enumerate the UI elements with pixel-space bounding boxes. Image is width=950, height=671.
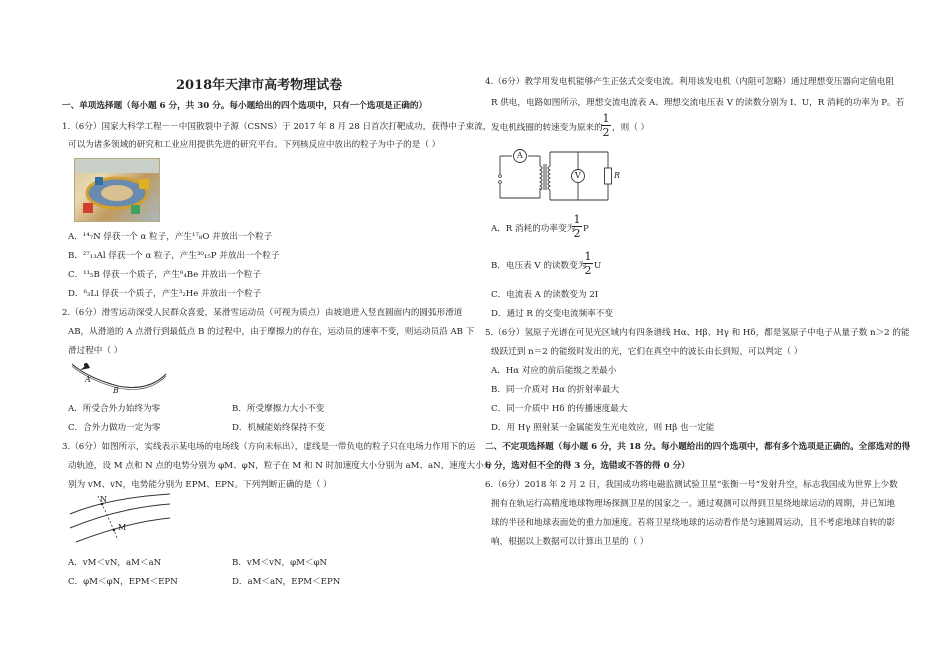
q5-option-a: A．Hα 对应的前后能级之差最小 bbox=[491, 366, 617, 376]
q4-line-2: R 供电，电路如图所示，理想交流电流表 A、理想交流电压表 V 的读数分别为 I、U，R 消耗的功率为 P。若 bbox=[491, 98, 905, 108]
csns-photo bbox=[74, 158, 160, 222]
q4-option-b-fraction bbox=[583, 251, 593, 276]
transformer-circuit bbox=[490, 146, 620, 204]
q1-option-a: A．¹⁴₇N 俘获一个 α 粒子，产生¹⁷₈O 并放出一个粒子 bbox=[68, 232, 273, 242]
field-point-m: M bbox=[118, 523, 127, 532]
q4-b-frac-den: 2 bbox=[584, 264, 592, 277]
q4-a-frac-num: 1 bbox=[573, 213, 581, 226]
q4-frac-num: 1 bbox=[602, 112, 610, 125]
ski-point-a: A bbox=[85, 375, 91, 384]
q4-option-a-end: P bbox=[583, 224, 589, 234]
q4-b-frac-num: 1 bbox=[584, 250, 592, 263]
csns-photo-drawing bbox=[75, 159, 159, 221]
q4-option-a: A．R 消耗的功率变为 bbox=[491, 224, 576, 234]
q4-option-b: B．电压表 V 的读数变为 bbox=[491, 261, 587, 271]
q3-line-2: 动轨迹，设 M 点和 N 点的电势分别为 φM、φN，粒子在 M 和 N 时加速度大小分别为 aM、aN，速度大小分 bbox=[68, 461, 493, 471]
q3-option-b: B．vM＜vN，φM＜φN bbox=[232, 558, 328, 568]
q4-line-1: 4.（6分）教学用发电机能够产生正弦式交变电流。利用该发电机（内阻可忽略）通过理想变压器向定值电阻 bbox=[485, 77, 894, 87]
q5-line-2: 级跃迁到 n＝2 的能级时发出的光，它们在真空中的波长由长到短，可以判定（ ） bbox=[491, 347, 803, 357]
q4-a-frac-den: 2 bbox=[573, 227, 581, 240]
q4-frac-den: 2 bbox=[602, 126, 610, 139]
q6-line-1: 6.（6分）2018 年 2 月 2 日，我国成功将电磁监测试验卫星“张衡一号”发射升空，标志我国成为世界上少数 bbox=[485, 480, 898, 490]
q3-line-3: 别为 vM、vN，电势能分别为 EPM、EPN。下列判断正确的是（ ） bbox=[68, 480, 332, 490]
field-point-n: N bbox=[100, 495, 107, 504]
q4-line-3: 发电机线圈的转速变为原来的 bbox=[491, 123, 603, 133]
q4-option-a-fraction bbox=[572, 214, 582, 239]
q1-line-2: 可以为诸多领域的研究和工业应用提供先进的研究平台。下列核反应中放出的粒子为中子的是（ ） bbox=[68, 140, 441, 150]
ski-point-b: B bbox=[113, 386, 119, 395]
q2-option-a: A．所受合外力始终为零 bbox=[68, 404, 161, 414]
q5-option-b: B．同一介质对 Hα 的折射率最大 bbox=[491, 385, 620, 395]
q4-option-c: C．电流表 A 的读数变为 2I bbox=[491, 290, 599, 300]
q1-line-1: 1.（6分）国家大科学工程－－中国散裂中子源（CSNS）于 2017 年 8 月 28 日首次打靶成功，获得中子束流， bbox=[62, 122, 492, 132]
q2-line-2: AB，从滑道的 A 点滑行到最低点 B 的过程中，由于摩擦力的存在，运动员的速率不变，则运动员沿 AB 下 bbox=[68, 327, 475, 337]
q1-option-b: B．²⁷₁₃Al 俘获一个 α 粒子，产生³⁰₁₅P 并放出一个粒子 bbox=[68, 251, 280, 261]
q3-option-d: D．aM＜aN，EPM＜EPN bbox=[232, 577, 341, 587]
q4-option-d: D．通过 R 的交变电流频率不变 bbox=[491, 309, 613, 319]
q5-option-d: D．用 Hγ 照射某一金属能发生光电效应，则 Hβ 也一定能 bbox=[491, 423, 715, 433]
section-1-heading: 一、单项选择题（每小题 6 分，共 30 分。每小题给出的四个选项中，只有一个选项是正确的） bbox=[62, 101, 428, 111]
q3-line-1: 3.（6分）如图所示，实线表示某电场的电场线（方向未标出），虚线是一带负电的粒子只在电场力作用下的运 bbox=[62, 442, 476, 452]
q4-fraction bbox=[601, 113, 611, 138]
q6-line-2: 拥有在轨运行高精度地球物理场探测卫星的国家之一。通过观测可以得到卫星绕地球运动的周期，并已知地 bbox=[491, 499, 895, 509]
q1-option-c: C．¹¹₅B 俘获一个质子，产生⁸₄Be 并放出一个粒子 bbox=[68, 270, 262, 280]
q5-line-1: 5.（6分）氢原子光谱在可见光区域内有四条谱线 Hα、Hβ、Hγ 和 Hδ，都是氢原子中电子从量子数 n＞2 的能 bbox=[485, 328, 910, 338]
q4-line-3-end: ，则（ ） bbox=[612, 123, 650, 133]
q2-option-b: B．所受摩擦力大小不变 bbox=[232, 404, 325, 414]
q3-option-a: A．vM＜vN，aM＜aN bbox=[68, 558, 162, 568]
q2-option-c: C．合外力做功一定为零 bbox=[68, 423, 161, 433]
section-2-heading-line-1: 二、不定项选择题（每小题 6 分，共 18 分。每小题给出的四个选项中，都有多个选项是正确的。全部选对的得 bbox=[485, 442, 911, 452]
section-2-heading-line-2: 6 分，选对但不全的得 3 分，选错或不答的得 0 分） bbox=[485, 461, 690, 471]
q6-line-4: 响，根据以上数据可以计算出卫星的（ ） bbox=[491, 537, 649, 547]
q3-option-c: C．φM＜φN，EPM＜EPN bbox=[68, 577, 178, 587]
ammeter-label: A bbox=[517, 151, 523, 160]
q2-line-1: 2.（6分）滑雪运动深受人民群众喜爱，某滑雪运动员（可视为质点）由坡道进入竖直圆面内的圆弧形滑道 bbox=[62, 308, 463, 318]
resistor-label: R bbox=[614, 171, 621, 180]
q4-option-b-end: U bbox=[594, 261, 602, 271]
q1-option-d: D．⁶₃Li 俘获一个质子，产生³₂He 并放出一个粒子 bbox=[68, 289, 262, 299]
q2-line-3: 滑过程中（ ） bbox=[68, 346, 123, 356]
electric-field-figure bbox=[68, 492, 172, 544]
page-title: 2018年天津市高考物理试卷 bbox=[176, 78, 343, 93]
q2-option-d: D．机械能始终保持不变 bbox=[232, 423, 325, 433]
voltmeter-label: V bbox=[575, 171, 581, 180]
q6-line-3: 球的半径和地球表面处的重力加速度。若将卫星绕地球的运动看作是匀速圆周运动，且不考虑地球自转的影 bbox=[491, 518, 895, 528]
q5-option-c: C．同一介质中 Hδ 的传播速度最大 bbox=[491, 404, 628, 414]
